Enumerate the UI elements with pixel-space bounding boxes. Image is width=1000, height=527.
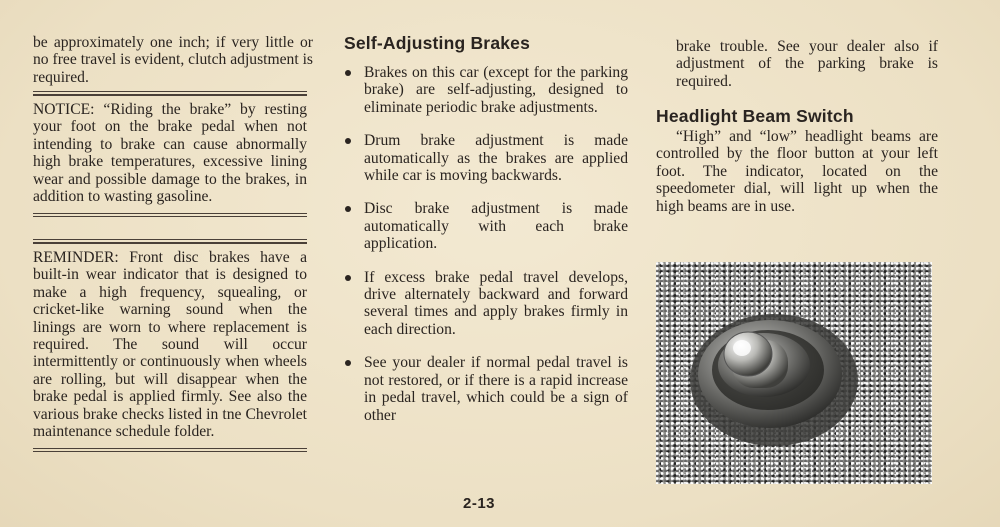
bullet-icon: [345, 206, 351, 212]
bullet-text: Disc brake adjustment is made automatically with each brake application.: [364, 200, 628, 253]
reminder-box: [33, 242, 307, 444]
bullet-icon: [345, 70, 351, 76]
clutch-paragraph: be approximately one inch; if very little or no free travel is evident, clutch adjustment is required.: [33, 34, 313, 86]
list-item: [342, 132, 628, 184]
headlight-paragraph: “High” and “low” headlight beams are controlled by the floor button at your left foot. The indicator, located on the speedometer dial, will light up when the high beams are in use.: [656, 128, 938, 215]
headlight-dimmer-switch-photo: [656, 262, 932, 484]
dimmer-switch-illustration: [656, 262, 932, 484]
continued-paragraph: brake trouble. See your dealer also if adjustment of the parking brake is required.: [676, 38, 938, 90]
list-item: [342, 354, 628, 424]
list-item: [342, 269, 628, 339]
page-number: 2-13: [463, 495, 496, 512]
bullet-text: Drum brake adjustment is made automatically as the brakes are applied while car is moving backwards.: [364, 132, 628, 185]
list-item: [342, 64, 628, 116]
bullet-icon: [345, 360, 351, 366]
notice-box: [33, 94, 307, 209]
self-adjusting-brakes-heading: Self-Adjusting Brakes: [344, 33, 531, 53]
bullet-text: Brakes on this car (except for the parking brake) are self-adjusting, designed to eliminate periodic brake adjustments.: [364, 64, 628, 116]
bullet-text: See your dealer if normal pedal travel is not restored, or if there is a rapid increase in pedal travel, which could be a sign of other: [364, 354, 628, 424]
bullet-icon: [345, 138, 351, 144]
reminder-text: REMINDER: Front disc brakes have a built-in wear indicator that is designed to make a high frequency, squealing, or cricket-like warning sound when the linings are worn to where replacement is required. The sound will occur intermittently or continuously when wheels are rolling, but will disappear when the brake pedal is applied firmly. See also the various brake checks listed in tne Chevrolet maintenance schedule folder.: [33, 249, 307, 441]
bullet-text: If excess brake pedal travel develops, drive alternately backward and forward several times and apply brakes firmly in each direction.: [364, 268, 628, 338]
list-item: [342, 200, 628, 252]
brake-bullet-list: [342, 64, 628, 440]
bullet-icon: [345, 275, 351, 281]
headlight-beam-switch-heading: Headlight Beam Switch: [656, 106, 854, 126]
notice-text: NOTICE: “Riding the brake” by resting your foot on the brake pedal when not intending to brake can cause abnormally high brake temperatures, excessive lining wear and possible damage to the brakes, in addition to wasting gasoline.: [33, 101, 307, 206]
